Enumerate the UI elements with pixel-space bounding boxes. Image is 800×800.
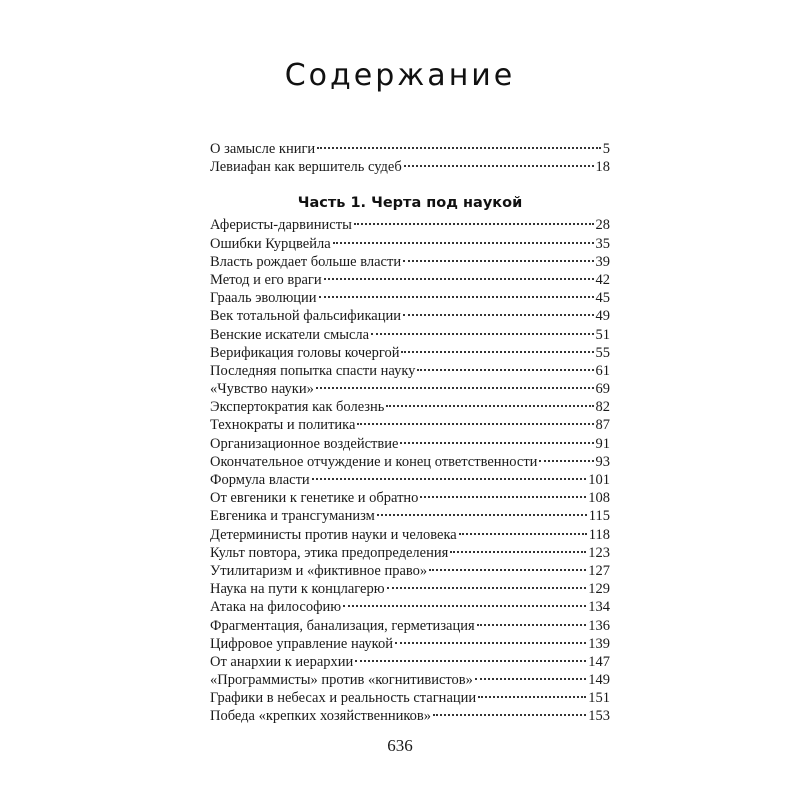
toc-entry-title: Левиафан как вершитель судеб (210, 159, 402, 176)
toc-entry (210, 235, 610, 253)
dot-leader (355, 660, 586, 662)
toc-entry (210, 653, 610, 671)
toc-entry-title: Графики в небесах и реальность стагнации (210, 690, 477, 707)
toc-entry-title: Формула власти (210, 472, 310, 488)
toc-entry-title: Верификация головы кочергой (210, 344, 400, 361)
toc-entry-title: Грааль эволюции (210, 290, 317, 307)
dot-leader (343, 605, 586, 607)
toc-entry-title: Евгеника и трансгуманизм (210, 508, 375, 525)
toc-entry-page: 123 (588, 544, 610, 561)
toc-entry-title: Венские искатели смысла (210, 326, 370, 343)
dot-leader (539, 460, 593, 462)
dot-leader (395, 642, 586, 644)
toc-entry (210, 489, 610, 507)
toc-entry-page: 69 (595, 381, 610, 398)
dot-leader (354, 223, 594, 225)
toc-entry-page: 5 (602, 141, 610, 157)
toc-entry (210, 416, 610, 434)
toc-entry-title: Экспертократия как болезнь (210, 399, 385, 416)
toc-entry-title: Ошибки Курцвейла (210, 235, 331, 252)
dot-leader (433, 714, 586, 716)
toc-entry-page: 149 (588, 672, 610, 689)
dot-leader (319, 296, 594, 298)
toc-entry-page: 118 (588, 526, 610, 543)
toc-entry-title: Метод и его враги (210, 271, 322, 288)
dot-leader (475, 678, 586, 680)
dot-leader (477, 624, 587, 626)
dot-leader (420, 496, 586, 498)
toc-entry (210, 158, 610, 176)
toc-entry (210, 398, 610, 416)
toc-entry-page: 61 (595, 362, 610, 379)
table-of-contents (210, 140, 610, 726)
dot-leader (312, 478, 587, 480)
toc-entry (210, 453, 610, 471)
toc-entry-page: 136 (588, 617, 610, 634)
toc-entry (210, 307, 610, 325)
toc-entry-page: 129 (588, 581, 610, 598)
toc-entry-page: 45 (595, 290, 610, 307)
toc-entry (210, 216, 610, 234)
toc-entry-page: 51 (595, 326, 610, 343)
toc-entry (210, 140, 610, 158)
dot-leader (404, 165, 594, 167)
toc-entry (210, 271, 610, 289)
dot-leader (333, 242, 594, 244)
toc-entry-title: Победа «крепких хозяйственников» (210, 708, 432, 725)
toc-entry (210, 380, 610, 398)
toc-entry-title: Наука на пути к концлагерю (210, 581, 385, 598)
toc-entry-title: Аферисты-дарвинисты (210, 217, 352, 234)
toc-entry-page: 147 (588, 653, 610, 670)
toc-entry-title: Цифровое управление наукой (210, 635, 393, 652)
toc-entry-title: Организационное воздействие (210, 435, 399, 452)
toc-entry-title: Утилитаризм и «фиктивное право» (210, 562, 428, 579)
toc-entry-title: О замысле книги (210, 141, 316, 157)
toc-entry (210, 598, 610, 616)
toc-entry (210, 344, 610, 362)
dot-leader (417, 369, 593, 371)
toc-entry-page: 134 (588, 599, 610, 616)
dot-leader (400, 442, 593, 444)
toc-entry-title: Власть рождает больше власти (210, 253, 402, 270)
intro-entries (210, 140, 610, 176)
toc-entry (210, 471, 610, 489)
toc-entry-page: 127 (588, 562, 610, 579)
toc-entry-title: Окончательное отчуждение и конец ответственности (210, 453, 538, 470)
dot-leader (317, 147, 601, 149)
toc-entry-page: 101 (588, 472, 610, 488)
dot-leader (357, 423, 593, 425)
toc-entry-title: Фрагментация, банализация, герметизация (210, 617, 475, 634)
toc-entry (210, 617, 610, 635)
toc-entry-title: Технократы и политика (210, 417, 356, 434)
toc-entry (210, 689, 610, 707)
page-number: 636 (387, 736, 413, 755)
toc-entry-page: 49 (595, 308, 610, 325)
toc-entry-page: 18 (595, 159, 610, 176)
toc-entry-page: 139 (588, 635, 610, 652)
toc-entry (210, 289, 610, 307)
dot-leader (429, 569, 586, 571)
toc-entry-page: 35 (595, 235, 610, 252)
dot-leader (316, 387, 594, 389)
toc-entry-title: Последняя попытка спасти науку (210, 362, 416, 379)
toc-entry-title: От анархии к иерархии (210, 653, 354, 670)
toc-entry (210, 562, 610, 580)
toc-entry-page: 87 (595, 417, 610, 434)
dot-leader (459, 533, 587, 535)
toc-entry-page: 93 (595, 453, 610, 470)
dot-leader (387, 587, 587, 589)
toc-entry (210, 671, 610, 689)
toc-entry (210, 580, 610, 598)
toc-entry-page: 151 (588, 690, 610, 707)
toc-entry-page: 28 (595, 217, 610, 234)
dot-leader (401, 351, 593, 353)
toc-entry-title: Детерминисты против науки и человека (210, 526, 457, 543)
toc-entry-page: 42 (595, 271, 610, 288)
section-heading-part-1: Часть 1. Черта под наукой (297, 195, 523, 212)
toc-entry-page: 91 (595, 435, 610, 452)
toc-entry-page: 82 (595, 399, 610, 416)
toc-entry-title: Культ повтора, этика предопределения (210, 544, 449, 561)
dot-leader (324, 278, 594, 280)
toc-entry (210, 435, 610, 453)
dot-leader (450, 551, 586, 553)
dot-leader (386, 405, 593, 407)
toc-entry-title: Век тотальной фальсификации (210, 308, 401, 325)
part-1-entries (210, 216, 610, 725)
toc-entry (210, 326, 610, 344)
dot-leader (478, 696, 586, 698)
toc-entry (210, 526, 610, 544)
toc-entry (210, 707, 610, 725)
toc-entry (210, 253, 610, 271)
toc-entry-page: 55 (595, 344, 610, 361)
page-title: Содержание (284, 58, 516, 93)
toc-entry-page: 153 (588, 708, 610, 725)
dot-leader (403, 260, 593, 262)
toc-entry-title: «Чувство науки» (210, 381, 314, 398)
toc-entry-page: 108 (588, 490, 610, 507)
toc-entry-title: «Программисты» против «когнитивистов» (210, 672, 473, 689)
toc-entry-title: Атака на философию (210, 599, 342, 616)
toc-entry-title: От евгеники к генетике и обратно (210, 490, 419, 507)
dot-leader (371, 333, 593, 335)
toc-entry (210, 507, 610, 525)
dot-leader (377, 514, 587, 516)
toc-entry-page: 39 (595, 253, 610, 270)
toc-entry-page: 115 (588, 508, 610, 525)
dot-leader (403, 314, 594, 316)
toc-entry (210, 362, 610, 380)
toc-entry (210, 635, 610, 653)
toc-entry (210, 544, 610, 562)
